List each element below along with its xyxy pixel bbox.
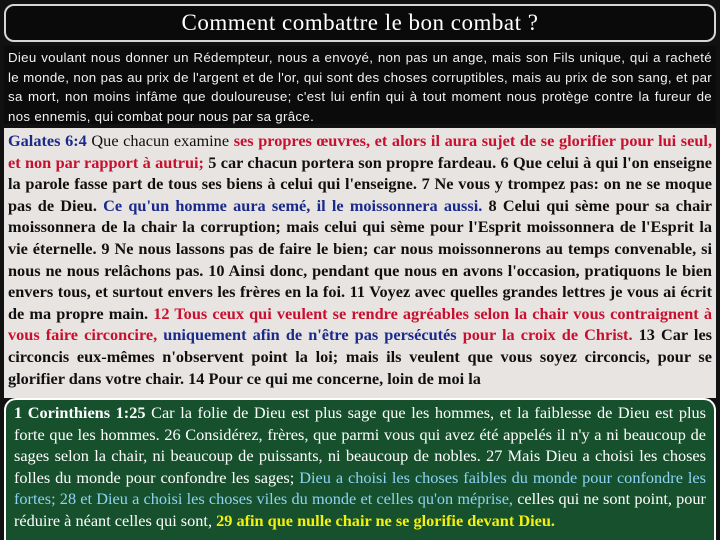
corinthiens-reference: 1 Corinthiens 1:25 [14, 403, 146, 422]
galates-highlight-1: ses propres œuvres, et alors il aura sujet de se glorifier pour lui seul, et non par rapport à autrui; [8, 131, 713, 172]
corinthiens-highlight-2: 29 afin que nulle chair ne se glorifie devant Dieu. [216, 510, 555, 530]
galates-reference: Galates 6:4 [8, 131, 87, 150]
galates-text-2: 5 car chacun portera son propre fardeau. 6 Que celui à qui l'on enseigne la parole fasse part de tous ses biens à celui qui l'enseigne. 7 Ne vous y trompez pas: on ne se moque pas de Dieu. [8, 152, 712, 215]
corinthiens-text-2: celles qui ne sont point, pour réduire à néant celles qui sont, [14, 489, 706, 530]
galates-highlight-3: 12 Tous ceux qui veulent se rendre agréables selon la chair vous contraignent à vous faire circoncire, [8, 303, 712, 345]
galates-text-1: Que chacun examine [86, 131, 234, 150]
corinthiens-passage [4, 398, 716, 540]
corinthiens-text-1: Car la folie de Dieu est plus sage que les hommes, et la faiblesse de Dieu est plus forte que les hommes. 26 Considérez, frères, que parmi vous qui avez été appelés il n'y a ni beaucoup de sages selon la chair, ni beaucoup de puissants, ni beaucoup de nobles. 27 Mais Dieu a choisi les choses folles du monde pour confondre les sages; [14, 403, 706, 487]
galates-text-4: uniquement afin de n'être pas persécutés [157, 325, 463, 345]
galates-highlight-2: Ce qu'un homme aura semé, il le moissonnera aussi. [103, 195, 483, 215]
intro-paragraph: Dieu voulant nous donner un Rédempteur, nous a envoyé, non pas un ange, mais son Fils unique, qui a racheté le monde, non pas au prix de l'argent et de l'or, qui sont des choses corruptibles, mais au prix de son sang, et par sa mort, non moins infâme que douloureuse; c'est lui enfin qui à tout moment nous protège contre la fureur de nos ennemis, qui combat pour nous par sa grâce. [4, 46, 716, 124]
galates-text-5: 13 Car les circoncis eux-mêmes n'observent point la loi; mais ils veulent que vous soyez circoncis, pour se glorifier dans votre chair. 14 Pour ce qui me concerne, loin de moi la [8, 325, 713, 388]
galates-passage [4, 128, 716, 398]
galates-highlight-4: pour la croix de Christ. [462, 325, 633, 345]
corinthiens-highlight-1: Dieu a choisi les choses faibles du monde pour confondre les fortes; 28 et Dieu a choisi les choses viles du monde et celles qu'on méprise, [14, 467, 706, 509]
galates-text-3: 8 Celui qui sème pour sa chair moissonnera de la chair la corruption; mais celui qui sème pour l'Esprit moissonnera de l'Esprit la vie éternelle. 9 Ne nous lassons pas de faire le bien; car nous moissonnerons au temps convenable, si nous ne nous relâchons pas. 10 Ainsi donc, pendant que nous en avons l'occasion, pratiquons le bien envers tous, et surtout envers les frères en la foi. 11 Voyez avec quelles grandes lettres je vous ai écrit de ma propre main. [8, 195, 712, 323]
slide-title: Comment combattre le bon combat ? [181, 10, 539, 35]
slide-title-bar [4, 4, 716, 42]
